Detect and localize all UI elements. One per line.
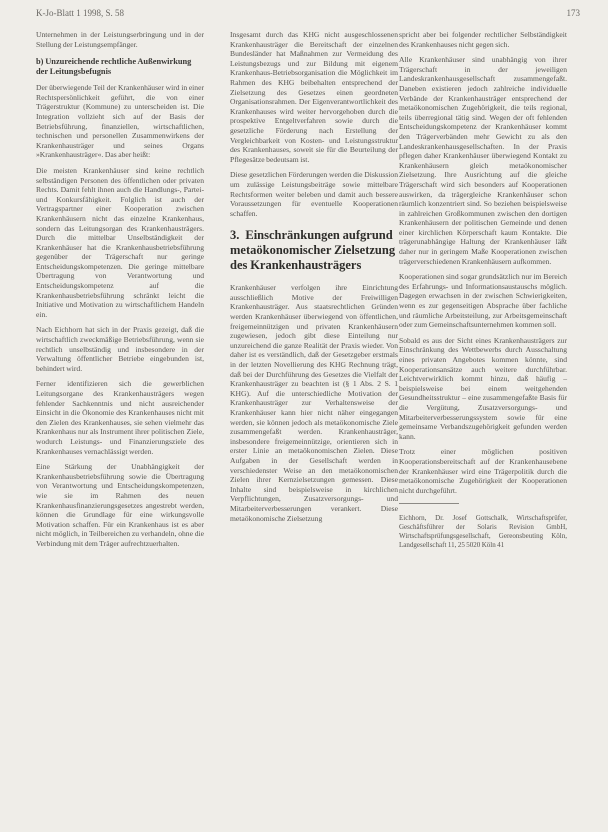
section-number: 3. [230, 228, 240, 243]
paragraph: Eine Stärkung der Unabhängigkeit der Krankenhausbetriebsführung sowie die Übertragung von Verantwortung und Entscheidungskompetenzen, wie sie im Rahmen des neuen Krankenhausfinanzierungsgesetzes angestrebt werden, können die Grundlage für eine wirkungsvolle Motivation schaffen. Für ein Krankenhaus ist es aber nicht möglich, in Teilbereichen zu verhandeln, ohne die Verbindung mit dem Träger aufrechtzuerhalten. [36, 462, 204, 548]
section-heading [230, 228, 398, 273]
section-subheading: b) Unzureichende rechtliche Außenwirkung der Leitungsbefugnis [36, 57, 192, 77]
page-header [36, 8, 580, 22]
page-number: 173 [566, 8, 580, 18]
column-right [399, 30, 567, 556]
paragraph: Krankenhäuser verfolgen ihre Einrichtung ausschließlich Motive der Freiwilligen Krankenhausträger. Aus staatsrechtlichen Gründen werden Krankenhäuser überwiegend von öffentlichen, freigemeinnützigen und privaten Krankenhäusern zugewiesen, jedoch gibt diese Einteilung nur unzureichend die ganze Realität der Praxis wieder. Von daher ist es verständlich, daß der Gesetzgeber erstmals in der letzten Novellierung des KHG Rechnung trägt, daß bei der Durchführung des Gesetzes die Vielfalt der Krankenhausträger zu beachten ist (§ 1 Abs. 2 S. 1 KHG). Auf die unterschiedliche Motivation der Krankenhausträger zur Verhaltensweise der Krankenhäuser kann hier nicht näher eingegangen werden, sie können jedoch als metaökonomische Ziele zusammengefaßt werden. Krankenhausträger, insbesondere freigemeinnützige, orientieren sich in erster Linie an metaökonomischen Zielen. Diese Aufgaben in der Gesellschaft werden in verschiedenster Weise an den metaökonomischen Zielen ihrer Kernzielsetzungen gemessen. Diese Inhalte sind beispielsweise in kirchlichen Verpflichtungen, Zusatzversorgungs- und Mitarbeiterverbesserungen verankert. Diese metaökonomische Zielsetzung [230, 283, 398, 523]
column-middle [230, 30, 398, 529]
column-left [36, 30, 204, 555]
paragraph: Der überwiegende Teil der Krankenhäuser wird in einer Rechtspersönlichkeit geführt, die von einer Trägerstruktur (Kommune) zu unterscheiden ist. Die Integration vollzieht sich auf der Basis der Betriebsführung, finanziellen, wirtschaftlichen, technischen und personellen Zusammenwirkens der Krankenhausträger und seines Organs »Krankenhausträger«. Das aber heißt: [36, 83, 204, 160]
author-note: Eichhorn, Dr. Josef Gottschalk, Wirtschaftsprüfer, Geschäftsführer der Solaris Revision GmbH, Wirtschaftsprüfungsgesellschaft, Gereonsbeuting Köln, Landgesellschaft 11, 25 5020 Köln 41 [399, 514, 567, 550]
paragraph: Sobald es aus der Sicht eines Krankenhausträgers zur Einschränkung des Wettbewerbs durch Ausschaltung eines privaten Angebotes kommen könnte, sind Kooperationsansätze auch weitere durchführbar. Leichtverwirklich kommt hinzu, daß häufig – beispielsweise bei einem weitgehenden Gesundheitsstruktur – eine zusammengefaßte Basis für die Vergütung, Zusatzversorgungs- und Mitarbeiterverbesserungssystem sowie für eine gemeinsame Verbandszugehörigkeit gefunden werden kann. [399, 335, 567, 441]
paragraph: Alle Krankenhäuser sind unabhängig von ihrer Trägerschaft in der jeweiligen Landeskrankenhausgesellschaft zusammengefaßt. Daneben existieren jedoch zahlreiche individuelle Verbände der Krankenhausträger entsprechend der metaökonomischen Zugehörigkeit, die teils regional, teils überregional tätig sind. Wegen der oft fehlenden Entscheidungskompetenz der Krankenhäuser kommt den Trägerverbänden mehr Gewicht zu als den Landeskrankenhausgesellschaften. In der Praxis pflegen daher Krankenhäuser überwiegend Kontakt zu Krankenhäusern gleich metaökonomischer Zielsetzung. Ihre Ausrichtung auf die gleiche Trägerschaft wird sich besonders auf Kooperationen auswirken, da trägergleiche Krankenhäuser schon räumlich konzentriert sind. So beziehen beispielsweise in zahlreichen Großkommunen zwischen den dortigen Krankenhäusern der politischen Gemeinde und denen einer kirchlichen Körperschaft kaum Kontakte. Die trägerunabhängige Haltung der Krankenhäuser läßt daher nur in geringem Maße Kooperationen zwischen trägerverschiedenen Krankenhäusern aufkommen. [399, 55, 567, 266]
paragraph: Unternehmen in der Leistungserbringung und in der Stellung der Leistungsempfänger. [36, 30, 204, 49]
paragraph: Kooperationen sind sogar grundsätzlich nur im Bereich des Erfahrungs- und Informationsaustauschs möglich. Dagegen erwachsen in der zwischen Schwierigkeiten, wenn es zur gegenseitigen Absprache über fachliche und räumliche Arbeitsteilung, zur Arbeitsgemeinschaft oder zum Gemeinschaftsunternehmen kommen soll. [399, 272, 567, 330]
paragraph: spricht aber bei folgender rechtlicher Selbständigkeit des Krankenhauses nicht gegen sich. [399, 30, 567, 49]
paragraph: Die meisten Krankenhäuser sind keine rechtlich selbständigen Personen des öffentlichen oder privaten Rechts. Damit fehlt ihnen auch die Handlungs-, Partei- und Konkursfähigkeit. Folglich ist auch der Vertragspartner einer Kooperation zwischen Krankenhäusern nicht das einzelne Krankenhaus, sondern das Leitungsorgan des Krankenhausträgers. Durch die mittelbar Unselbständigkeit der Krankenhäuser hat die Krankenhausbetriebsführung gegenüber der Trägerschaft nur geringe Entscheidungskompetenzen. Die geringe mittelbare Übertragung von Verantwortung und Entscheidungskompetenz auf die Krankenhausbetriebsführung schränkt leicht die Initiative und Motivation zu wirtschaftlichem Handeln ein. [36, 165, 204, 319]
paragraph: Insgesamt durch das KHG nicht ausgeschlossenen Krankenhausträger die Bereitschaft der einzelnen Bundesländer hat Maßnahmen zur Vermeidung des Leistungsbezugs und zur Bildung mit eigenem Krankenhaus-Betriebsorganisation die Möglichkeit im Rahmen des KHG beibehalten entsprechend der Zielsetzung des Gesetzes einen geordneten Organisationsrahmen. Der Eigenverantwortlichkeit des Krankenhauses wird weiter hervorgehoben durch die prospektive Entgeltverfahren sowie durch die gesetzliche Förderung nach Erstellung der Vergleichbarkeit von Kosten- und Leistungsstruktur des Krankenhauses, soweit sie für die Beurteilung der Pflegesätze bedeutsam ist. [230, 30, 398, 164]
section-title: Einschränkungen aufgrund metaökonomischer Zielsetzung des Krankenhausträgers [230, 228, 396, 273]
paragraph: Ferner identifizieren sich die gewerblichen Leitungsorgane des Krankenhausträgers wegen fehlender Sachkenntnis und nicht ausreichender Einsicht in die Ökonomie des Krankenhauses nicht mit den Zielen des Krankenhauses, sie sehen vielmehr das Krankenhaus nur als Instrument ihrer politischen Ziele, wodurch Leistungs- und Finanzierungsziele des Krankenhauses vernachlässigt werden. [36, 379, 204, 456]
running-header: K-Jo-Blatt 1 1998, S. 58 [36, 8, 125, 18]
paragraph: Trotz einer möglichen positiven Kooperationsbereitschaft auf der Krankenhausebene der Krankenhäuser wird eine Trägerpolitik durch die metaökonomische Zugehörigkeit der Kooperationen nicht durchgeführt. [399, 447, 567, 495]
paragraph: Diese gesetzlichen Förderungen werden die Diskussion um zulässige Leistungsbeiträge sowie mittelbare Rechtsformen weiter beleben und damit auch bessere Voraussetzungen für eventuelle Kooperationen schaffen. [230, 170, 398, 218]
paragraph: Nach Eichhorn hat sich in der Praxis gezeigt, daß die wirtschaftlich zweckmäßige Betriebsführung, wenn sie rechtlich unselbständig und insbesondere in der Verwaltung öffentlicher Betriebe eingebunden ist, behindert wird. [36, 325, 204, 373]
footnote-divider [399, 503, 459, 504]
